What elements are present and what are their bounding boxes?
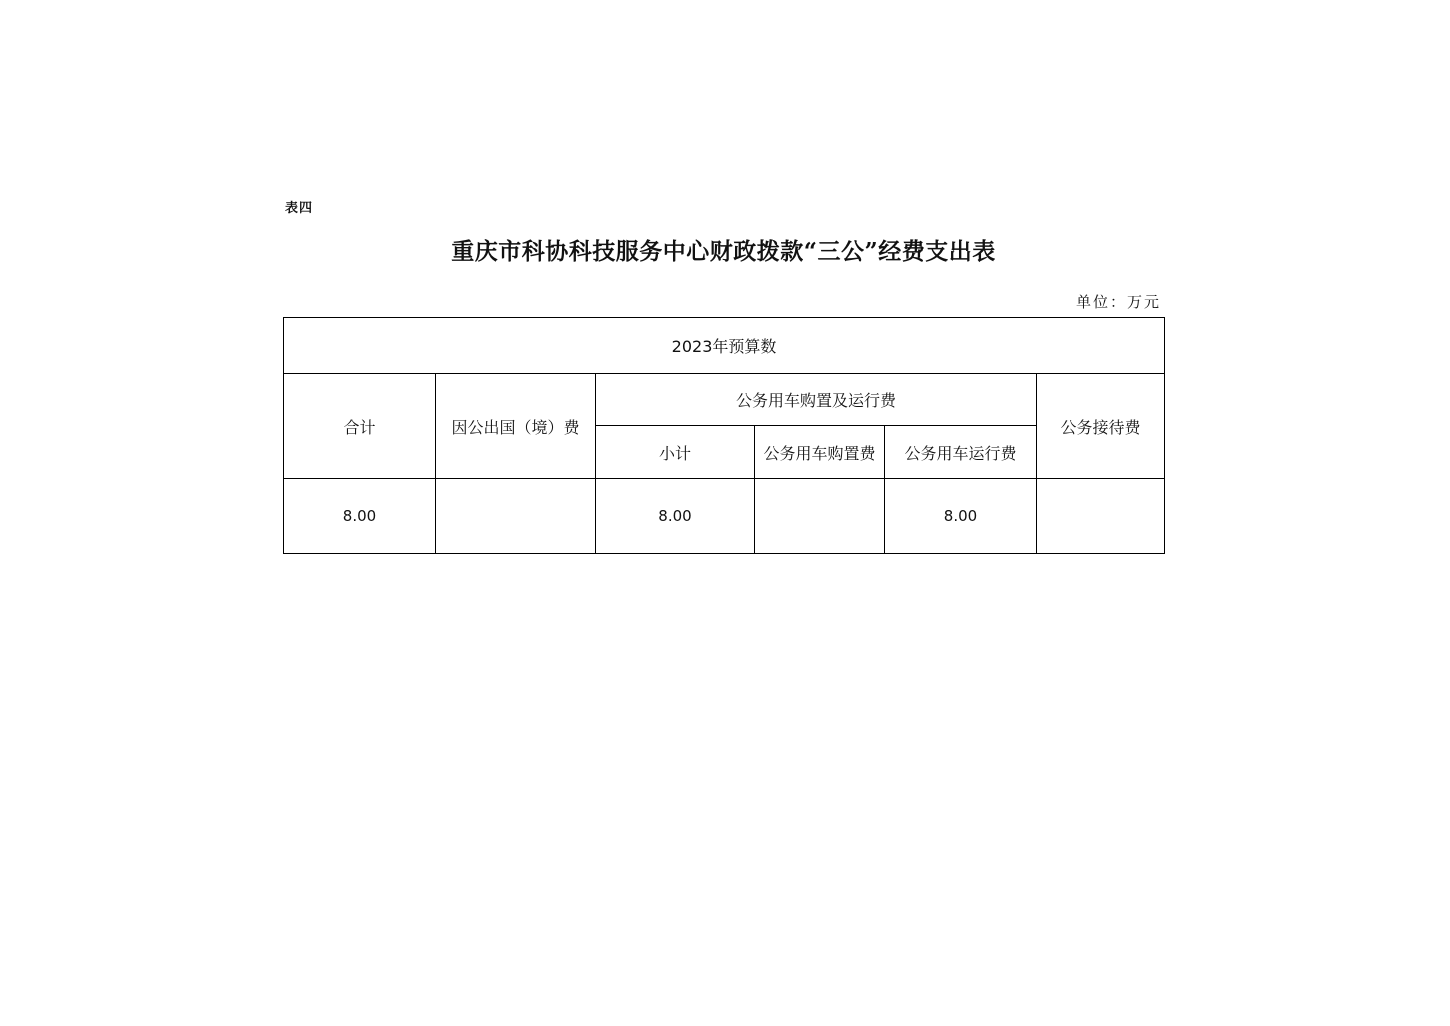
page-title: 重庆市科协科技服务中心财政拨款“三公”经费支出表 [451,238,996,265]
vehicle-group-header-cell: 公务用车购置及运行费 [596,374,1037,426]
overseas-value-cell [436,479,596,554]
budget-table [283,317,1165,554]
unit-label: 单位：万元 [1075,293,1161,311]
total-value-cell: 8.00 [284,479,436,554]
table-row [284,479,1165,554]
table-header-row [284,374,1165,426]
subtotal-header-cell: 小计 [596,426,755,479]
vehicle-operation-header-cell: 公务用车运行费 [885,426,1037,479]
total-header-cell: 合计 [284,374,436,479]
vehicle-purchase-value-cell [755,479,885,554]
overseas-header-cell: 因公出国（境）费 [436,374,596,479]
vehicle-operation-value-cell: 8.00 [885,479,1037,554]
table-header-row [284,318,1165,374]
subtotal-value-cell: 8.00 [596,479,755,554]
reception-value-cell [1037,479,1165,554]
reception-header-cell: 公务接待费 [1037,374,1165,479]
table-label: 表四 [285,201,314,216]
vehicle-purchase-header-cell: 公务用车购置费 [755,426,885,479]
year-header-cell: 2023年预算数 [284,318,1165,374]
